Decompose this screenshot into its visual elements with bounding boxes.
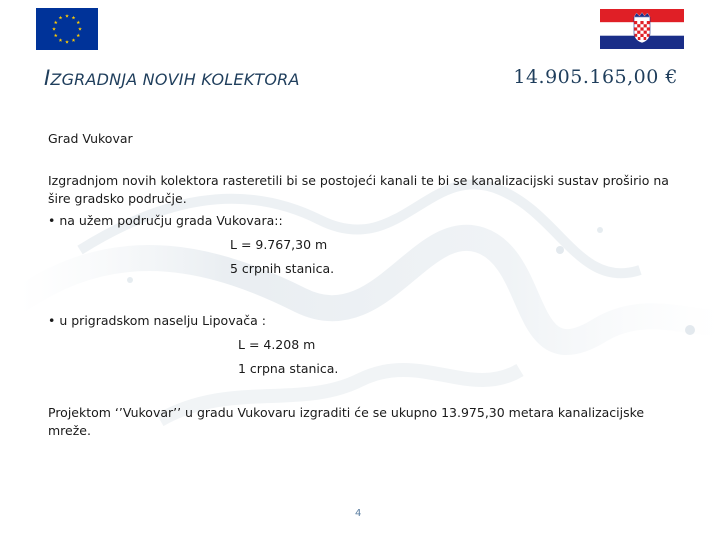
croatia-flag-icon (600, 9, 684, 49)
section2-length: L = 4.208 m (238, 337, 316, 352)
eu-flag-icon (36, 8, 98, 50)
page-number: 4 (355, 508, 362, 519)
section1-stations: 5 crpnih stanica. (230, 261, 335, 276)
section1-heading: • na užem području grada Vukovara:: (48, 213, 283, 228)
slide-title: IZGRADNJA NOVIH KOLEKTORA (44, 66, 300, 90)
conclusion-paragraph: Projektom ‘’Vukovar’’ u gradu Vukovaru izgraditi će se ukupno 13.975,30 metara kanalizacijske mreže. (48, 405, 645, 438)
project-amount: 14.905.165,00 € (513, 66, 678, 88)
slide-body (48, 130, 678, 440)
section1-length: L = 9.767,30 m (230, 237, 328, 252)
intro-paragraph: Izgradnjom novih kolektora rasteretili bi se postojeći kanali te bi se kanalizacijski sustav proširio na šire gradsko područje. (48, 173, 669, 206)
section2-heading: • u prigradskom naselju Lipovača : (48, 313, 266, 328)
coat-of-arms-icon (634, 13, 650, 44)
city-name: Grad Vukovar (48, 131, 133, 146)
section2-stations: 1 crpna stanica. (238, 361, 339, 376)
